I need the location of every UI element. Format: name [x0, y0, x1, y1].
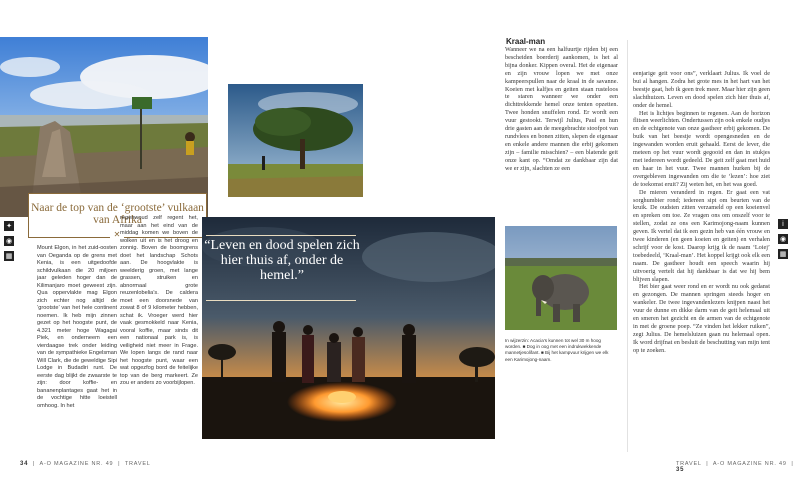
map-icon: ▦	[5, 252, 13, 260]
right-page-number: 35	[676, 467, 685, 473]
camera-icon-right: ◉	[779, 235, 787, 243]
right-col2-p2: Het is lichtjes beginnen te regenen. Aan de horizon flitsen weerlichten. Ondertussen zijn ook enkele oudjes en de echtgenote van onze gastheer erbij gekomen. De buik van het beestje wordt opengesneden en de ingewanden worden eruit gehaald. Eerst de lever, die meteen op het vuur wordt gegooid en dan in stukjes met iedereen wordt gedeeld. De geit zelf gaat met huid en haar in het vuur. Twee mannen hurken bij de overgebleven ingewanden om die te ‘lezen’: hoe ziet de toekomst eruit? Zij weten het, en het was goed.	[633, 109, 770, 188]
right-section-name: TRAVEL	[676, 461, 702, 467]
pull-quote: “Leven en dood spelen zich hier thuis af, onder de hemel.”	[204, 238, 360, 283]
left-folio: 34 | A-O MAGAZINE NR. 49 | TRAVEL	[20, 461, 151, 467]
section-heading: Kraal-man	[506, 37, 546, 46]
mountain-summit-photo	[0, 37, 208, 217]
right-magazine-name: A-O MAGAZINE NR. 49	[712, 461, 787, 467]
quote-top-rule	[206, 235, 356, 236]
compass-icon: ✦	[4, 221, 14, 231]
left-page-number: 34	[20, 461, 29, 467]
right-column-1	[505, 46, 618, 221]
right-col1-text: Wanneer we na een halfuurtje rijden bij een bescheiden boerderij aankomen, is het al bijna donker. Kippen overal. Het de eigenaar en zijn vrouw lopen we met onze kampeerspullen naar de kraal in de savanne. Koeien met kalfjes en geiten staan rusteloos te staren wanneer we onder een dichttrekkende hemel onze tenten opzetten. Twee honden snuffelen rond. Er wordt een vuur gestookt. Terwijl Julius, Paul en hun drie gasten aan de meegebrachte stoofpot van rundvlees en bonen zitten, slepen de eigenaar en enkele andere mannen die erbij gekomen zijn – familie misschien? – een blatende geit onze kant op. “Omdat ze dankbaar zijn dat we er zijn, slachten ze een	[505, 46, 618, 172]
right-col2-p4: Het bier gaat weer rond en er wordt nu ook gedanst en gezongen. De mannen springen steeds hoger en wankeler. De twee ingevandenlezers knijpen naast het vuur de dunne en dikke darm van de geit helemaal uit en smeren het gezicht en de armen van de echtgenote in met de groene poep. “Ze vinden het lekker ruiken”, zegt Julius. De hemelsluizen gaan nu helemaal open. Ik word drijfnat en besluit de beschutting van mijn tent op te zoeken.	[633, 283, 770, 354]
camera-icon: ◉	[5, 237, 13, 245]
info-icon: i	[778, 219, 788, 229]
photo-caption: In wijzerzin: Acacia’s kunnen tot wel 30 m hoog worden. ■ Dog in oog met een indrukwekkende mannetjesolifant. ■ Bij het kampvuur krijgen we elk een Karimojong-naam.	[505, 338, 609, 362]
left-section-name: TRAVEL	[124, 461, 151, 467]
elephant-photo	[505, 226, 617, 330]
right-folio: TRAVEL | A-O MAGAZINE NR. 49 | 35	[676, 461, 796, 473]
right-column-2	[633, 70, 770, 448]
right-col2-p3: De mieren veranderd in regen. Er gaat een vat sorghumbier rond; iedereen sipt om beurten van de kruik. De oudsten zitten verzameld op een koeienvel en spreken om toe. Ze vragen ons om onszelf voor te stellen, zodat ze ons een Karimojong-naam kunnen geven. Ik vertel dat ik een gezin heb van één vrouw en twee kinderen (en geen koeien en geiten) en verhalen schrijf voor de kost. Daarop krijg ik de naam ‘Loiej’ toebedeeld, ‘Kraal-man’. Het koppel krijgt ook elk een naam. De gastheer houdt een speech waarin hij uitvoerig vertelt dat hij dankbaar is dat we hij bem blijven slapen.	[633, 188, 770, 283]
left-magazine-name: A-O MAGAZINE NR. 49	[39, 461, 114, 467]
right-col2-p1: eenjarige geit voor ons”, verklaart Julius. Ik voel de bui al hangen. Zodra het grote mes in het hart van het beestje gaat, heb ik geen trek meer. Maar hier zijn geen slachthuizen. Leven en dood spelen zich hier thuis af, onder de hemel.	[633, 70, 770, 109]
left-col2-text: regenwoud zelf regent het, maar aan het eind van de middag komen we boven de wolken uit en is het droog en zonnig. Boven de boomgrens doet het landschap Schots aan. De hoogvlakte is weelderig groen, met lange grassen, struiken en abnormaal grote reuzenlobelia’s. De caldera moet een doorsnede van zowat 8 of 9 kilometer hebben, schat ik. Vroeger werd hier vaak gesmokkeld naar Kenia, vooral koffie, maar sinds dit een nationaal park is, is veiligheid niet meer in Frage. We lopen langs de rand naar het hoogste punt, waar een wat opgezfog bord de feitelijke top van de berg markeert. Ze zou er anders zo voorbijlopen.	[120, 215, 198, 386]
left-col1-text: Mount Elgon, in het zuid-oosten van Oeganda op de grens met Kenia, is een uitgedoofde schildvulkaan die 20 miljoen jaar geleden hoger dan de Kilimanjaro moet geweest zijn. Qua oppervlakte mag Elgon zich echter nog altijd de ‘grootste’ van het hele continent noemen. Ik heb mijn zinnen gezet op het hoogste punt, de 4.321 meter hoge Wagagai Piek, en onderneem een vierdaagse trek onder leiding van de sympathieke Engelsman Will Clark, die de geweldige Sipi Lodge in Budadiri runt. De eerste dag blijkt de zwaarste te zijn: door koffie- en bananenplantages gaat het in de vochtige hitte loeistell omhoog. In het	[37, 245, 117, 409]
left-column-1	[37, 245, 117, 455]
map-icon-right: ▦	[779, 250, 787, 258]
article-title: Naar de top van de ‘grootste’ vulkaan van Afrika	[31, 202, 204, 226]
column-rule	[627, 40, 628, 452]
title-ornament: ✕	[110, 231, 124, 239]
quote-bottom-rule	[206, 300, 356, 301]
left-column-2	[120, 215, 198, 455]
acacia-tree-photo	[228, 84, 363, 197]
